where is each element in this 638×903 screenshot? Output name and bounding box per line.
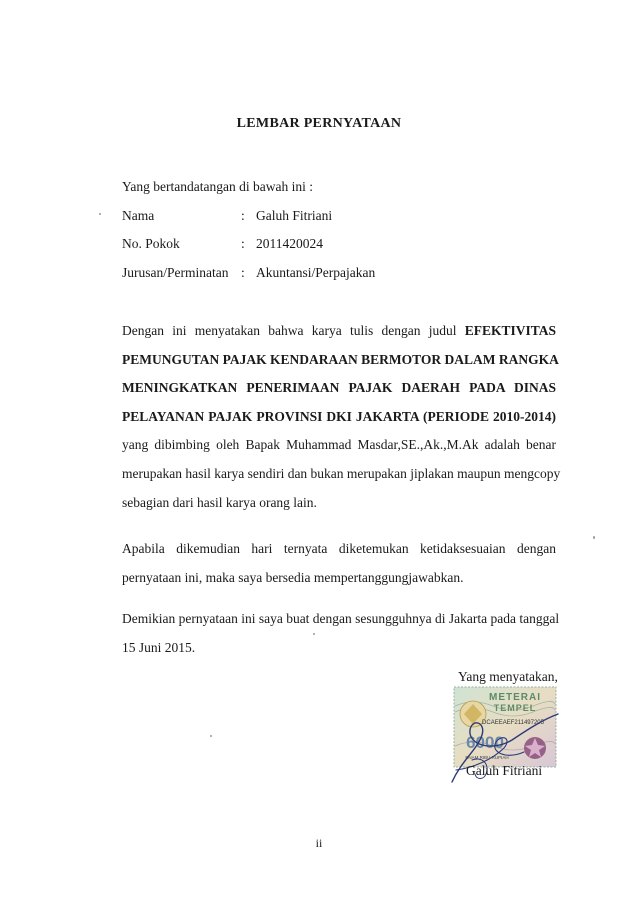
field-label-major: Jurusan/Perminatan	[122, 265, 229, 280]
paragraph-line: Demikian pernyataan ini saya buat dengan sesungguhnya di Jakarta pada tanggal	[122, 611, 560, 626]
stamp-subtitle: TEMPEL	[493, 703, 537, 713]
statement-paragraph	[122, 317, 561, 517]
paragraph-line: pernyataan ini, maka saya bersedia mempertanggungjawabkan.	[122, 569, 464, 585]
scan-speck	[210, 735, 212, 737]
field-label-number: No. Pokok	[122, 236, 180, 251]
field-colon: :	[241, 265, 245, 280]
intro-text: Yang bertandatangan di bawah ini :	[122, 179, 313, 194]
paragraph-line: merupakan hasil karya sendiri dan bukan merupakan jiplakan maupun mengcopy	[122, 465, 561, 481]
scan-speck	[313, 633, 315, 635]
thesis-title-line: PEMUNGUTAN PAJAK KENDARAAN BERMOTOR DALAM RANGKA	[122, 351, 559, 367]
field-value-name: Galuh Fitriani	[256, 208, 333, 223]
field-value-number: 2011420024	[256, 236, 323, 251]
closing-paragraph	[122, 605, 560, 662]
stamp-caption: ENAM RIBU RUPIAH	[465, 755, 509, 760]
stamp-value: 6000	[466, 733, 504, 752]
liability-paragraph	[122, 535, 556, 592]
paragraph-line	[122, 317, 556, 346]
field-colon: :	[241, 208, 245, 223]
paragraph-line: 15 Juni 2015.	[122, 639, 196, 655]
field-label-name: Nama	[122, 208, 155, 223]
thesis-title-line: PELAYANAN PAJAK PROVINSI DKI JAKARTA (PERIODE 2010-2014)	[122, 408, 556, 424]
page-number: ii	[315, 836, 323, 850]
scan-speck	[593, 536, 595, 539]
paragraph-text: Dengan ini menyatakan bahwa karya tulis dengan judul	[122, 323, 465, 338]
paragraph-line: yang dibimbing oleh Bapak Muhammad Masdar,SE.,Ak.,M.Ak adalah benar	[122, 437, 556, 453]
thesis-title-start: EFEKTIVITAS	[464, 323, 556, 338]
field-colon: :	[241, 236, 245, 251]
scan-speck	[99, 213, 101, 215]
thesis-title-line: MENINGKATKAN PENERIMAAN PAJAK DAERAH PADA DINAS	[122, 380, 556, 396]
paragraph-line: Apabila dikemudian hari ternyata diketemukan ketidaksesuaian dengan	[122, 541, 556, 556]
document-title: LEMBAR PERNYATAAN	[236, 116, 402, 131]
paragraph-line: sebagian dari hasil karya orang lain.	[122, 494, 317, 510]
stamp-serial: DCAEEAEF211497205	[482, 720, 544, 726]
stamp-title: METERAI	[489, 692, 541, 703]
signer-name: Galuh Fitriani	[466, 763, 543, 778]
field-value-major: Akuntansi/Perpajakan	[256, 265, 376, 280]
closing-phrase: Yang menyatakan,	[458, 669, 558, 684]
